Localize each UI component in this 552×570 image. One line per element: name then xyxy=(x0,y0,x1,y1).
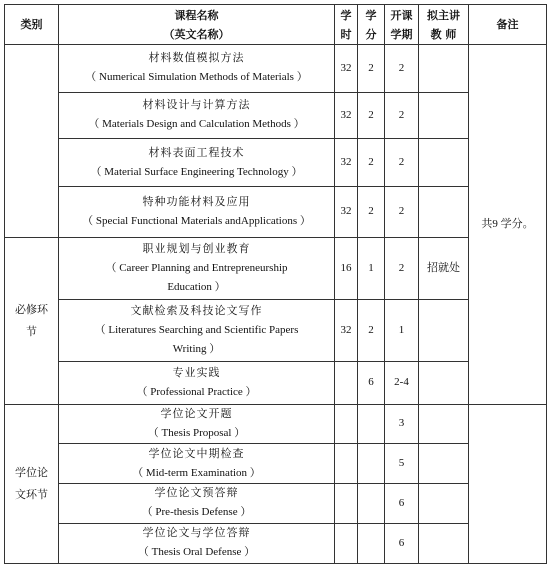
hours-cell xyxy=(335,484,358,523)
credits-cell: 2 xyxy=(358,45,385,92)
table-row xyxy=(5,444,547,484)
course-name-cn: 特种功能材料及应用 xyxy=(142,195,251,208)
category-cell-elective xyxy=(5,45,59,237)
course-name-cn: 职业规划与创业教育 xyxy=(142,242,251,255)
semester-cell: 2 xyxy=(385,187,419,237)
remark-cell: 共9 学分。 xyxy=(469,45,547,405)
category-line2: 节 xyxy=(26,325,37,338)
category-line1: 必修环 xyxy=(15,303,48,316)
course-name-cn: 学位论文中期检查 xyxy=(148,447,245,460)
category-line2: 文环节 xyxy=(15,488,48,501)
hours-cell: 16 xyxy=(335,237,358,299)
semester-cell: 6 xyxy=(385,523,419,563)
semester-cell: 5 xyxy=(385,444,419,484)
teacher-cell xyxy=(419,300,469,361)
table-row xyxy=(5,361,547,404)
teacher-cell xyxy=(419,92,469,138)
credits-cell: 2 xyxy=(358,92,385,138)
teacher-cell xyxy=(419,138,469,186)
hours-cell: 32 xyxy=(335,300,358,361)
header-credits-line1: 学 xyxy=(365,8,377,22)
course-name-en: （ Special Functional Materials andApplications ） xyxy=(82,214,311,227)
semester-cell: 3 xyxy=(385,404,419,443)
course-name-cn: 学位论文预答辩 xyxy=(154,487,239,500)
course-name-cn: 材料数值模拟方法 xyxy=(148,52,245,65)
course-name-en: （ Thesis Oral Defense ） xyxy=(137,546,256,559)
header-teacher-line2: 教 师 xyxy=(430,27,457,41)
table-row xyxy=(5,484,547,523)
header-course-line2: （英文名称） xyxy=(163,27,230,41)
header-category: 类别 xyxy=(5,5,59,45)
header-hours-line2: 时 xyxy=(340,27,352,41)
semester-cell: 2 xyxy=(385,92,419,138)
course-cell xyxy=(59,300,335,361)
course-name-en: （ Materials Design and Calculation Methods ） xyxy=(88,118,305,131)
course-name-cn: 专业实践 xyxy=(172,366,221,379)
hours-cell xyxy=(335,444,358,484)
credits-cell: 2 xyxy=(358,187,385,237)
header-credits-line2: 分 xyxy=(365,27,377,41)
course-name-en: （ Numerical Simulation Methods of Materials ） xyxy=(85,71,308,84)
table-row xyxy=(5,523,547,563)
course-cell xyxy=(59,444,335,484)
header-course-line1: 课程名称 xyxy=(174,8,219,22)
teacher-cell xyxy=(419,361,469,404)
course-cell xyxy=(59,138,335,186)
credits-cell xyxy=(358,484,385,523)
teacher-cell xyxy=(419,523,469,563)
header-semester-line1: 开课 xyxy=(390,8,413,22)
hours-cell xyxy=(335,404,358,443)
category-line1: 学位论 xyxy=(15,466,48,479)
teacher-cell xyxy=(419,187,469,237)
course-name-en-line2: Education ） xyxy=(167,280,226,293)
header-teacher-line1: 拟主讲 xyxy=(427,8,460,22)
header-remark: 备注 xyxy=(469,5,547,45)
course-cell xyxy=(59,237,335,299)
semester-cell: 2 xyxy=(385,45,419,92)
credits-cell: 6 xyxy=(358,361,385,404)
header-semester-line2: 学期 xyxy=(390,27,413,41)
semester-cell: 2-4 xyxy=(385,361,419,404)
header-row xyxy=(5,5,547,45)
table-row xyxy=(5,237,547,299)
course-name-en: （ Thesis Proposal ） xyxy=(147,426,246,439)
header-teacher xyxy=(419,5,469,45)
course-name-en: （ Mid-term Examination ） xyxy=(132,466,261,479)
table-row xyxy=(5,45,547,92)
category-cell-thesis xyxy=(5,404,59,563)
credits-cell: 1 xyxy=(358,237,385,299)
course-cell xyxy=(59,404,335,443)
credits-cell xyxy=(358,523,385,563)
teacher-cell: 招就处 xyxy=(419,237,469,299)
course-cell xyxy=(59,361,335,404)
course-name-en: （ Pre-thesis Defense ） xyxy=(141,506,252,519)
header-credits xyxy=(358,5,385,45)
course-name-cn: 学位论文与学位答辩 xyxy=(142,527,251,540)
table-row xyxy=(5,404,547,443)
table-row xyxy=(5,92,547,138)
course-name-cn: 材料设计与计算方法 xyxy=(142,99,251,112)
table-row xyxy=(5,187,547,237)
course-name-en: （ Material Surface Engineering Technology ） xyxy=(90,165,303,178)
course-name-en: （ Career Planning and Entrepreneurship xyxy=(105,261,288,274)
credits-cell xyxy=(358,444,385,484)
course-cell xyxy=(59,45,335,92)
course-name-en-line2: Writing ） xyxy=(172,342,221,355)
hours-cell: 32 xyxy=(335,187,358,237)
teacher-cell xyxy=(419,484,469,523)
semester-cell: 2 xyxy=(385,138,419,186)
course-cell xyxy=(59,92,335,138)
hours-cell: 32 xyxy=(335,138,358,186)
credits-cell: 2 xyxy=(358,300,385,361)
table-row xyxy=(5,138,547,186)
hours-cell xyxy=(335,523,358,563)
header-hours-line1: 学 xyxy=(340,8,352,22)
table-row xyxy=(5,300,547,361)
course-cell xyxy=(59,523,335,563)
header-course-name xyxy=(59,5,335,45)
category-cell-required xyxy=(5,237,59,404)
hours-cell: 32 xyxy=(335,92,358,138)
semester-cell: 1 xyxy=(385,300,419,361)
course-name-cn: 材料表面工程技术 xyxy=(148,146,245,159)
course-cell xyxy=(59,187,335,237)
semester-cell: 6 xyxy=(385,484,419,523)
teacher-cell xyxy=(419,404,469,443)
course-name-cn: 学位论文开题 xyxy=(160,407,233,420)
course-name-cn: 文献检索及科技论文写作 xyxy=(130,304,263,317)
credits-cell: 2 xyxy=(358,138,385,186)
semester-cell: 2 xyxy=(385,237,419,299)
header-hours xyxy=(335,5,358,45)
remark-cell-empty xyxy=(469,404,547,563)
hours-cell: 32 xyxy=(335,45,358,92)
hours-cell xyxy=(335,361,358,404)
course-cell xyxy=(59,484,335,523)
credits-cell xyxy=(358,404,385,443)
course-name-en: （ Professional Practice ） xyxy=(136,385,257,398)
header-semester xyxy=(385,5,419,45)
course-table xyxy=(4,4,547,564)
teacher-cell xyxy=(419,45,469,92)
teacher-cell xyxy=(419,444,469,484)
course-name-en: （ Literatures Searching and Scientific Papers xyxy=(94,323,299,336)
